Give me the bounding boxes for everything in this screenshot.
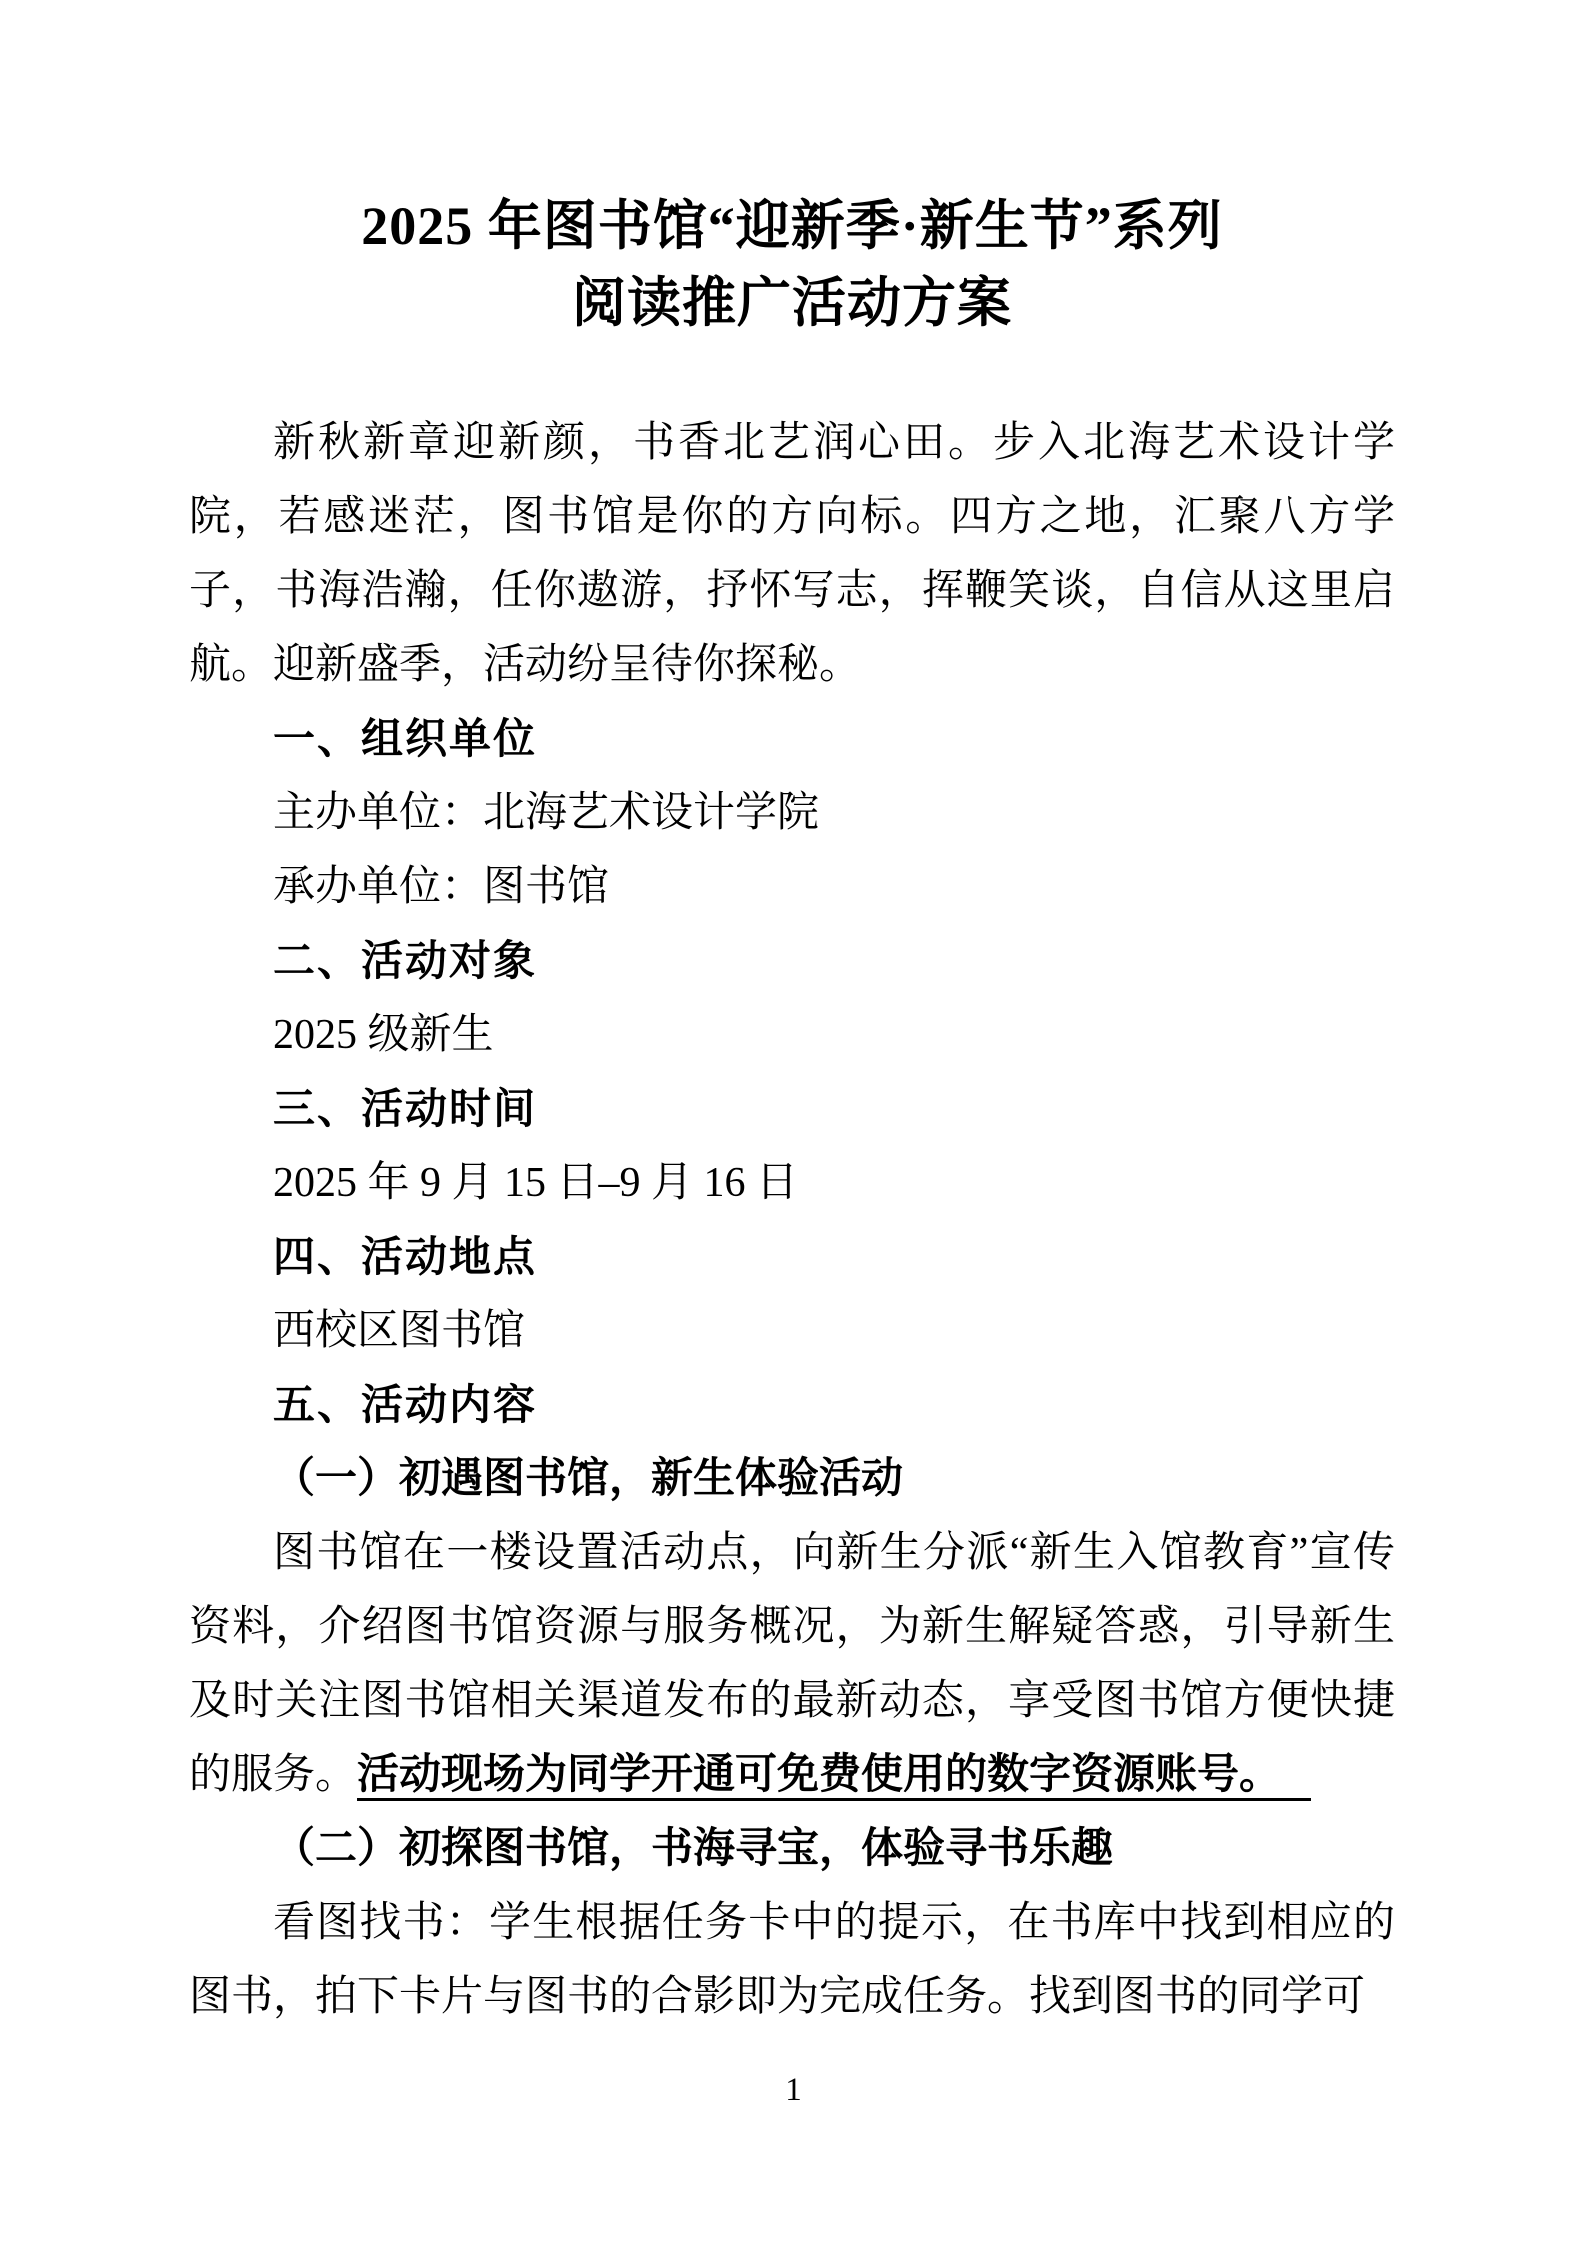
underline-tail (1281, 1798, 1311, 1801)
section-heading-activity-audience: 二、活动对象 (273, 937, 538, 984)
subsection-2-heading: （二）初探图书馆，书海寻宝，体验寻书乐趣 (273, 1826, 1114, 1872)
activity-1-text: 图书馆在一楼设置活动点，向新生分派“新生入馆教育”宣传资料，介绍图书馆资源与服务概况，为新生解疑答惑，引导新生及时关注图书馆相关渠道发布的最新动态，享受图书馆方便快捷的服务。 (189, 1530, 1395, 1798)
page-number: 1 (785, 2072, 802, 2108)
underlined-sentence: 活动现场为同学开通可免费使用的数字资源账号。 (357, 1752, 1282, 1798)
activity-location-line: 西校区图书馆 (273, 1308, 526, 1354)
activity-2-paragraph: 看图找书：学生根据任务卡中的提示，在书库中找到相应的图书，拍下卡片与图书的合影即为完成任务。找到图书的同学可 (189, 1900, 1395, 2020)
section-heading-organizing-units: 一、组织单位 (273, 715, 538, 762)
intro-paragraph: 新秋新章迎新颜，书香北艺润心田。步入北海艺术设计学院，若感迷茫，图书馆是你的方向标。四方之地，汇聚八方学子，书海浩瀚，任你遨游，抒怀写志，挥鞭笑谈，自信从这里启航。迎新盛季，活动纷呈待你探秘。 (189, 420, 1395, 688)
document-title (189, 188, 1395, 342)
activity-time-line: 2025 年 9 月 15 日–9 月 16 日 (273, 1160, 799, 1206)
host-unit-line: 主办单位：北海艺术设计学院 (273, 790, 820, 836)
activity-audience-line: 2025 级新生 (273, 1012, 494, 1058)
document-title-line1: 2025 年图书馆“迎新季·新生节”系列 (361, 196, 1223, 256)
section-heading-activity-time: 三、活动时间 (273, 1085, 538, 1132)
organizer-unit-line: 承办单位：图书馆 (273, 864, 610, 910)
section-heading-activity-location: 四、活动地点 (273, 1233, 538, 1280)
document-content (189, 188, 1395, 2034)
subsection-1-heading: （一）初遇图书馆，新生体验活动 (273, 1456, 904, 1502)
activity-1-paragraph (189, 1516, 1395, 1812)
section-heading-activity-content: 五、活动内容 (273, 1381, 538, 1428)
document-title-line2: 阅读推广活动方案 (572, 273, 1012, 333)
